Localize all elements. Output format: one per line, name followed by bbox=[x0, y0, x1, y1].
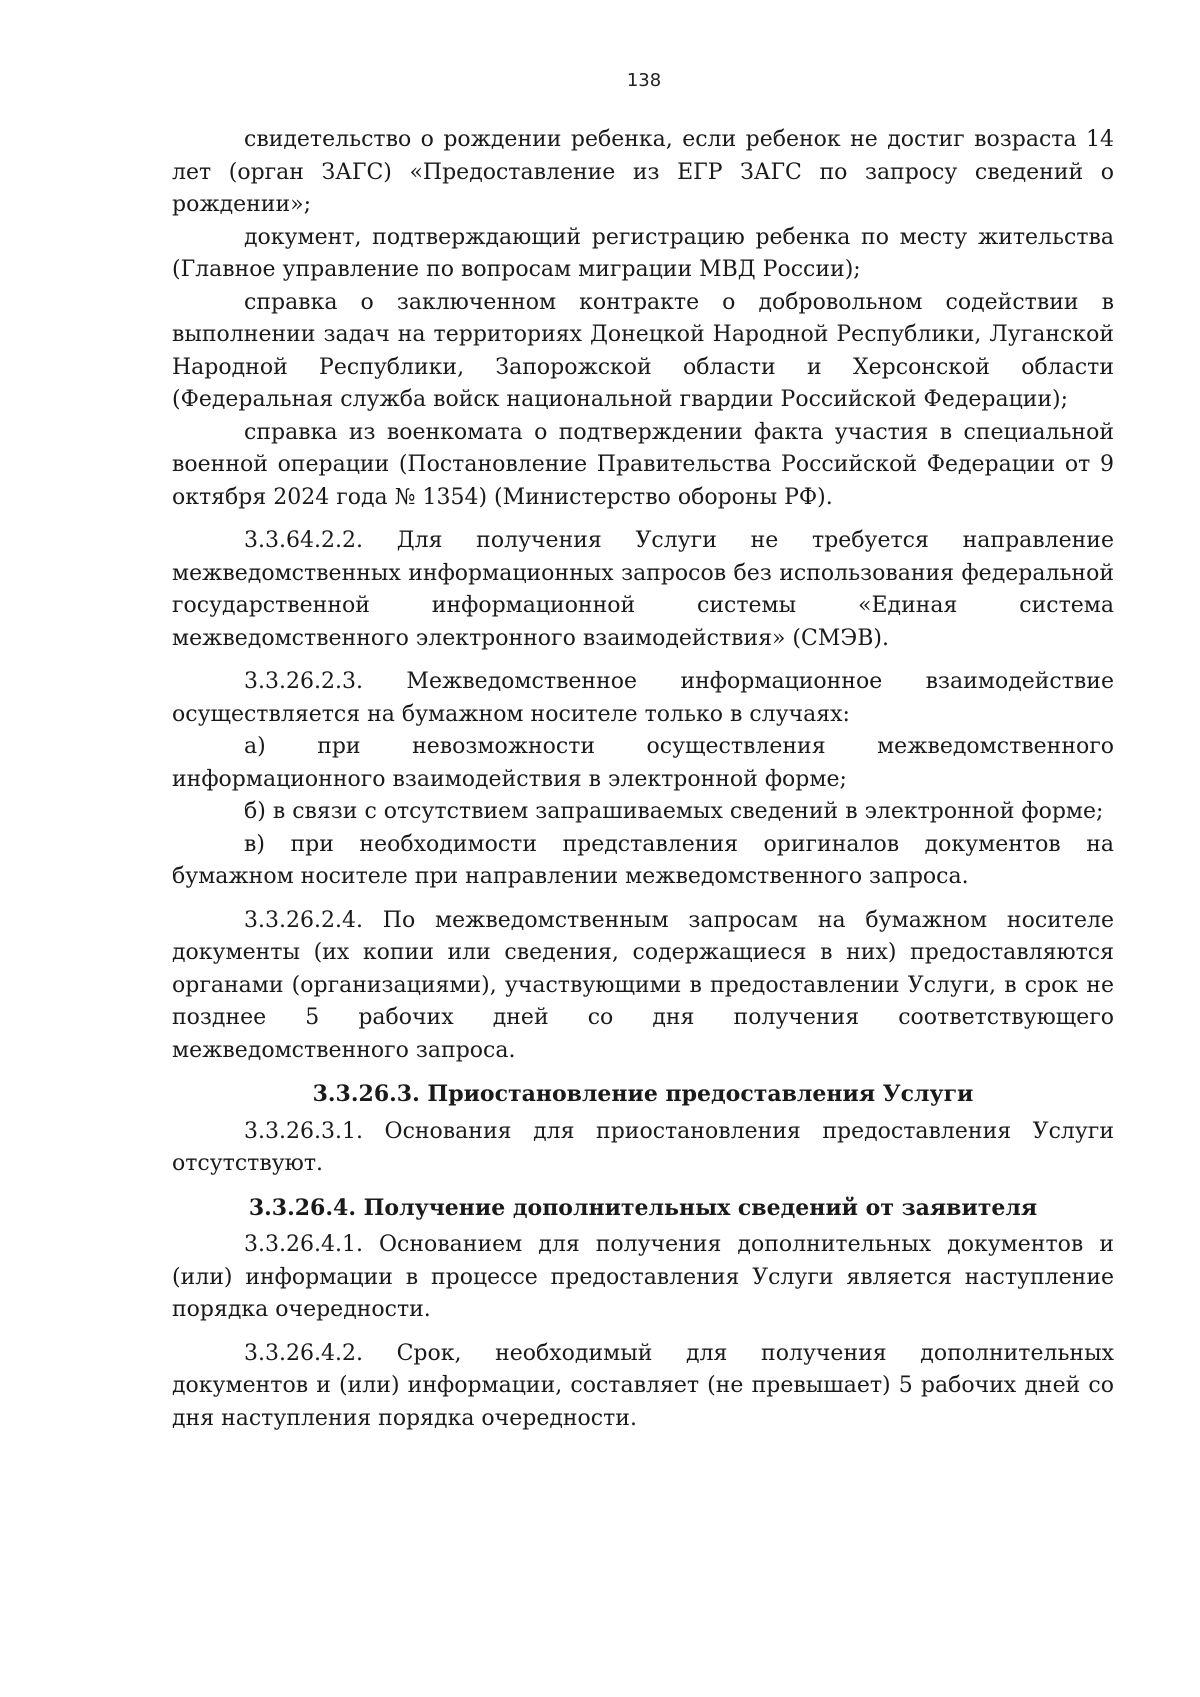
paragraph bbox=[172, 222, 1114, 287]
paragraph-number: 3.3.26.2.4. bbox=[244, 907, 363, 933]
paragraph-text: свидетельство о рождении ребенка, если ребенок не достиг возраста 14 лет (орган ЗАГС) «Предоставление из ЕГР ЗАГС по запросу сведений о рождении»; bbox=[172, 127, 1114, 217]
paragraph bbox=[172, 124, 1114, 222]
paragraph bbox=[172, 287, 1114, 417]
paragraph bbox=[172, 1338, 1114, 1436]
paragraph-number: 3.3.26.4.2. bbox=[244, 1340, 363, 1366]
paragraph-text: Для получения Услуги не требуется направление межведомственных информационных запросов без использования федеральной государственной информационной системы «Единая система межведомственного электронного взаимодействия» (СМЭВ). bbox=[172, 528, 1114, 651]
paragraph-text: Основанием для получения дополнительных документов и (или) информации в процессе предоставления Услуги является наступление порядка очередности. bbox=[172, 1232, 1114, 1322]
paragraph-number: а) bbox=[244, 734, 266, 759]
paragraph-text: справка о заключенном контракте о добровольном содействии в выполнении задач на территориях Донецкой Народной Республики, Луганской Народной Республики, Запорожской области и Херсонской области (Федеральная служба войск национальной гвардии Российской Федерации); bbox=[172, 289, 1114, 412]
paragraph bbox=[172, 905, 1114, 1068]
paragraph bbox=[172, 796, 1114, 829]
paragraph-text: Основания для приостановления предоставления Услуги отсутствуют. bbox=[172, 1118, 1115, 1176]
paragraph-text: Межведомственное информационное взаимодействие осуществляется на бумажном носителе только в случаях: bbox=[172, 669, 1114, 727]
paragraph-number: 3.3.26.3.1. bbox=[244, 1118, 363, 1144]
paragraph bbox=[172, 731, 1114, 796]
paragraph-text: при невозможности осуществления межведомственного информационного взаимодействия в электронной форме; bbox=[172, 734, 1114, 792]
page-number: 138 bbox=[626, 70, 662, 91]
paragraph bbox=[172, 417, 1114, 515]
section-heading: 3.3.26.3. Приостановление предоставления Услуги bbox=[312, 1081, 974, 1107]
paragraph-number: б) bbox=[244, 799, 266, 824]
paragraph-text: Срок, необходимый для получения дополнительных документов и (или) информации, составляет (не превышает) 5 рабочих дней со дня наступления порядка очередности. bbox=[172, 1340, 1114, 1431]
paragraph-text: в связи с отсутствием запрашиваемых сведений в электронной форме; bbox=[272, 799, 1104, 824]
paragraph bbox=[172, 1229, 1114, 1327]
paragraph bbox=[172, 666, 1114, 731]
paragraph bbox=[172, 829, 1114, 894]
paragraph-text: По межведомственным запросам на бумажном носителе документы (их копии или сведения, содержащиеся в них) предоставляются органами (организациями), участвующими в предоставлении Услуги, в срок не позднее 5 рабочих дней со дня получения соответствующего межведомственного запроса. bbox=[172, 907, 1114, 1063]
paragraph-number: 3.3.64.2.2. bbox=[244, 528, 363, 553]
paragraph bbox=[172, 1116, 1114, 1181]
paragraph-text: при необходимости представления оригиналов документов на бумажном носителе при направлении межведомственного запроса. bbox=[172, 831, 1114, 889]
paragraph-text: документ, подтверждающий регистрацию ребенка по месту жительства (Главное управление по вопросам миграции МВД России); bbox=[172, 224, 1114, 282]
paragraph-text: справка из военкомата о подтверждении факта участия в специальной военной операции (Постановление Правительства Российской Федерации от 9 октября 2024 года № 1354) (Министерство обороны РФ). bbox=[172, 419, 1114, 510]
paragraph-number: 3.3.26.4.1. bbox=[244, 1232, 363, 1257]
paragraph bbox=[172, 525, 1114, 655]
paragraph-number: 3.3.26.2.3. bbox=[244, 669, 363, 694]
paragraph-number: в) bbox=[244, 831, 265, 857]
document-body bbox=[172, 124, 1114, 1435]
section-heading: 3.3.26.4. Получение дополнительных сведений от заявителя bbox=[248, 1194, 1038, 1221]
